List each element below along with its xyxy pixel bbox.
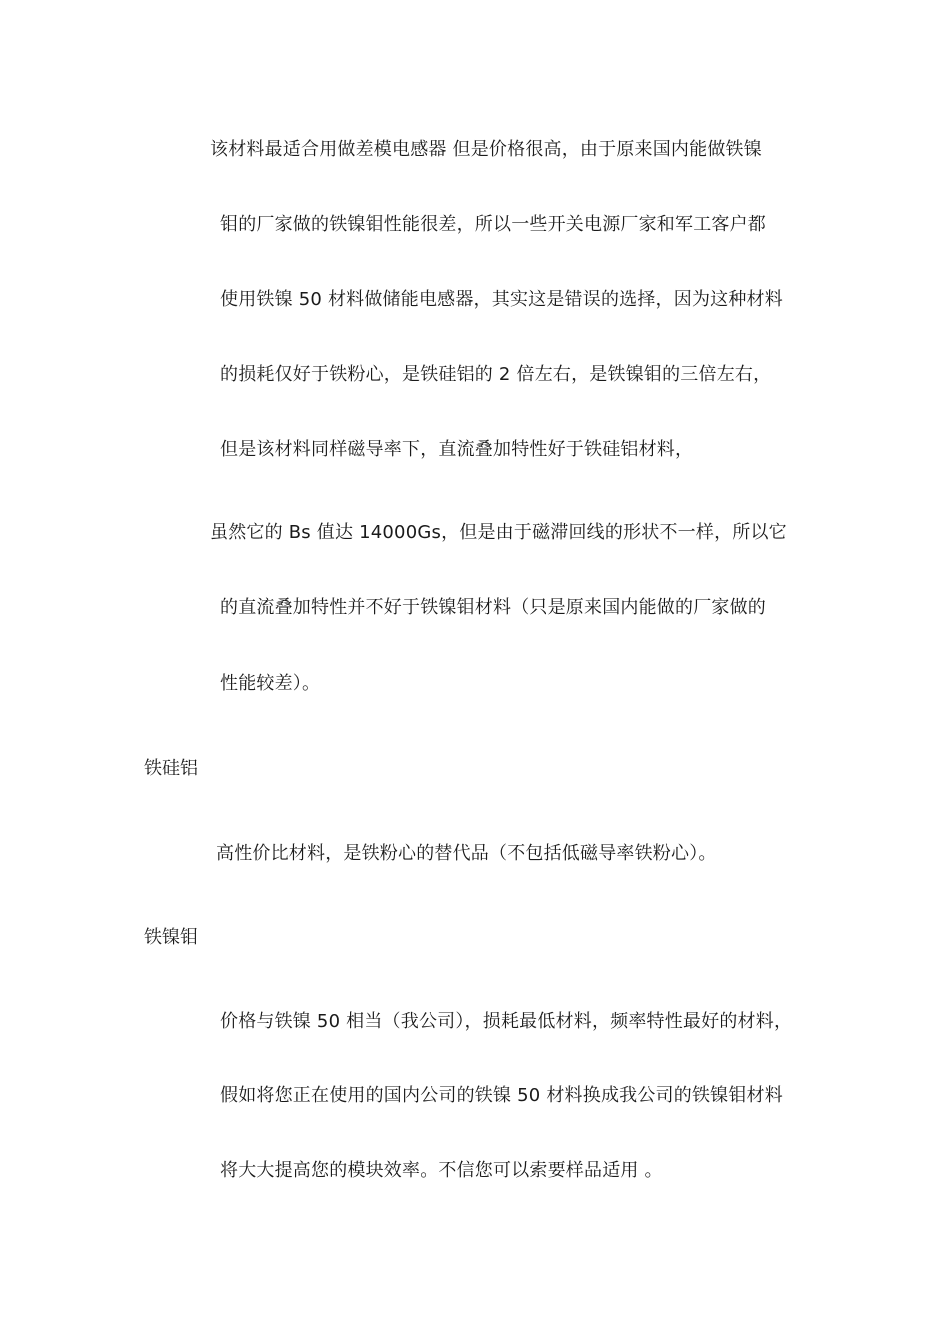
- paragraph-line: 该材料最适合用做差模电感器 但是价格很高，由于原来国内能做铁镍: [210, 139, 762, 160]
- section-heading-fesial: 铁硅铝: [144, 758, 198, 779]
- paragraph-line: 钼的厂家做的铁镍钼性能很差，所以一些开关电源厂家和军工客户都: [220, 214, 766, 235]
- paragraph-line: 性能较差）。: [220, 673, 321, 694]
- paragraph-line: 使用铁镍 50 材料做储能电感器，其实这是错误的选择，因为这种材料: [220, 289, 783, 310]
- paragraph-line: 高性价比材料，是铁粉心的替代品（不包括低磁导率铁粉心）。: [216, 843, 717, 864]
- paragraph-line: 价格与铁镍 50 相当（我公司），损耗最低材料，频率特性最好的材料，: [220, 1011, 793, 1032]
- paragraph-line: 虽然它的 Bs 值达 14000Gs，但是由于磁滞回线的形状不一样，所以它: [210, 522, 787, 543]
- paragraph-line: 的直流叠加特性并不好于铁镍钼材料（只是原来国内能做的厂家做的: [220, 597, 766, 618]
- section-heading-femo: 铁镍钼: [144, 927, 198, 948]
- paragraph-line: 的损耗仅好于铁粉心，是铁硅铝的 2 倍左右，是铁镍钼的三倍左右，: [220, 364, 772, 385]
- paragraph-line: 假如将您正在使用的国内公司的铁镍 50 材料换成我公司的铁镍钼材料: [220, 1085, 783, 1106]
- paragraph-line: 将大大提高您的模块效率。不信您可以索要样品适用 。: [220, 1160, 663, 1181]
- paragraph-line: 但是该材料同样磁导率下，直流叠加特性好于铁硅铝材料，: [220, 439, 694, 460]
